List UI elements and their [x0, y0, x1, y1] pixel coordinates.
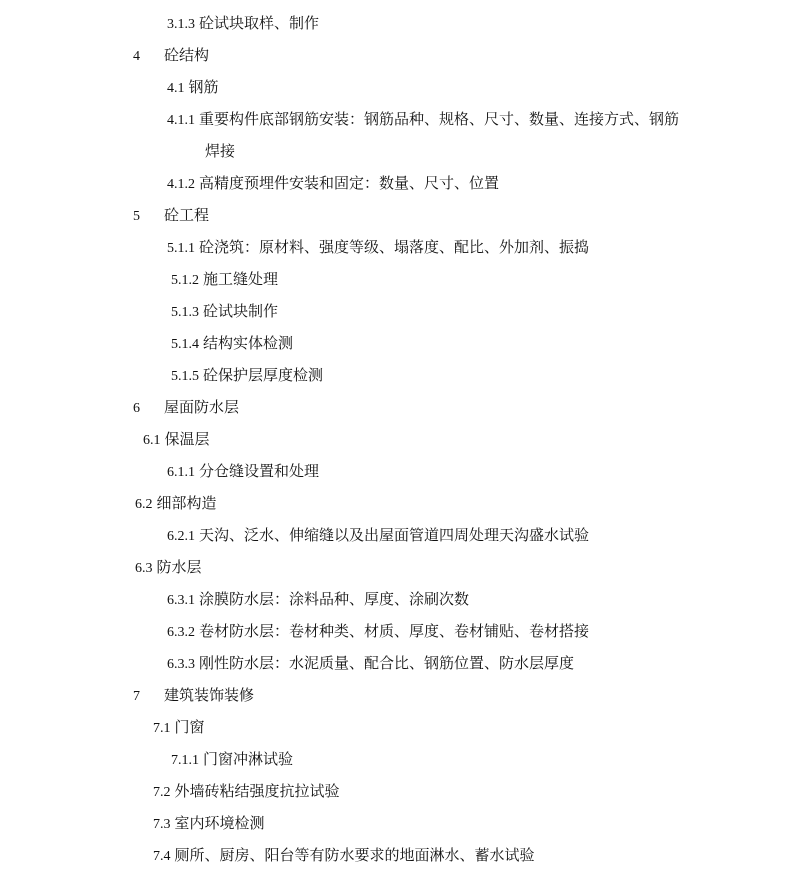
outline-number: 6.3 [135, 561, 153, 576]
outline-line [167, 525, 589, 545]
outline-line [143, 429, 210, 449]
outline-number: 5 [133, 209, 140, 224]
outline-text: 卷材防水层：卷材种类、材质、厚度、卷材铺贴、卷材搭接 [199, 622, 590, 640]
outline-line [167, 13, 319, 33]
outline-text: 防水层 [156, 558, 202, 576]
outline-text: 砼保护层厚度检测 [203, 366, 324, 384]
outline-line [171, 269, 278, 289]
outline-number: 5.1.1 [167, 241, 195, 256]
outline-text: 外墙砖粘结强度抗拉试验 [174, 782, 340, 800]
outline-line [135, 557, 202, 577]
outline-number: 6.1.1 [167, 465, 195, 480]
outline-number: 5.1.3 [171, 305, 199, 320]
outline-text: 高精度预埋件安装和固定：数量、尺寸、位置 [199, 174, 500, 192]
outline-text: 焊接 [205, 142, 236, 160]
outline-text: 建筑装饰装修 [164, 686, 255, 704]
outline-text: 门窗冲淋试验 [203, 750, 294, 768]
outline-line [153, 717, 205, 737]
outline-text: 厕所、厨房、阳台等有防水要求的地面淋水、蓄水试验 [174, 846, 535, 864]
outline-line [153, 781, 340, 801]
outline-number: 3.1.3 [167, 17, 195, 32]
outline-number: 6.3.3 [167, 657, 195, 672]
outline-number: 7.1 [153, 721, 171, 736]
outline-heading [133, 397, 239, 417]
outline-text: 钢筋 [188, 78, 219, 96]
outline-text: 天沟、泛水、伸缩缝以及出屋面管道四周处理天沟盛水试验 [199, 526, 590, 544]
outline-text: 砼工程 [164, 206, 210, 224]
outline-text: 涂膜防水层：涂料品种、厚度、涂刷次数 [199, 590, 470, 608]
outline-heading [133, 205, 209, 225]
outline-number: 4.1.2 [167, 177, 195, 192]
outline-line [167, 461, 319, 481]
outline-number: 7 [133, 689, 140, 704]
outline-line [167, 237, 589, 257]
outline-line [167, 77, 219, 97]
outline-text: 施工缝处理 [203, 270, 279, 288]
outline-line [153, 813, 265, 833]
outline-number: 7.4 [153, 849, 171, 864]
outline-text: 结构实体检测 [203, 334, 294, 352]
outline-number: 4.1 [167, 81, 185, 96]
outline-number: 7.1.1 [171, 753, 199, 768]
outline-line [167, 621, 589, 641]
outline-number: 7.3 [153, 817, 171, 832]
outline-number: 6.1 [143, 433, 161, 448]
outline-number: 6.2.1 [167, 529, 195, 544]
outline-line [153, 845, 535, 865]
outline-text: 保温层 [164, 430, 210, 448]
outline-line [167, 589, 469, 609]
outline-text: 砼试块制作 [203, 302, 279, 320]
outline-number: 5.1.5 [171, 369, 199, 384]
outline-text: 室内环境检测 [174, 814, 265, 832]
outline-text: 重要构件底部钢筋安装：钢筋品种、规格、尺寸、数量、连接方式、钢筋 [199, 110, 680, 128]
outline-line [167, 653, 574, 673]
outline-number: 6.3.1 [167, 593, 195, 608]
outline-number: 7.2 [153, 785, 171, 800]
outline-line [171, 365, 323, 385]
outline-text: 门窗 [174, 718, 205, 736]
outline-text: 屋面防水层 [164, 398, 240, 416]
outline-text: 砼试块取样、制作 [199, 14, 320, 32]
outline-heading [133, 685, 254, 705]
outline-line [135, 493, 217, 513]
outline-number: 6 [133, 401, 140, 416]
outline-text: 分仓缝设置和处理 [199, 462, 320, 480]
outline-continuation [205, 141, 235, 161]
outline-number: 5.1.2 [171, 273, 199, 288]
outline-text: 细部构造 [156, 494, 217, 512]
outline-number: 6.3.2 [167, 625, 195, 640]
outline-number: 5.1.4 [171, 337, 199, 352]
outline-text: 砼结构 [164, 46, 210, 64]
outline-line [171, 333, 293, 353]
outline-text: 刚性防水层：水泥质量、配合比、钢筋位置、防水层厚度 [199, 654, 575, 672]
outline-line [167, 173, 499, 193]
outline-heading [133, 45, 209, 65]
outline-line [171, 749, 293, 769]
outline-number: 4 [133, 49, 140, 64]
outline-number: 6.2 [135, 497, 153, 512]
outline-number: 4.1.1 [167, 113, 195, 128]
outline-line [167, 109, 679, 129]
outline-line [171, 301, 278, 321]
outline-text: 砼浇筑：原材料、强度等级、塌落度、配比、外加剂、振捣 [199, 238, 590, 256]
